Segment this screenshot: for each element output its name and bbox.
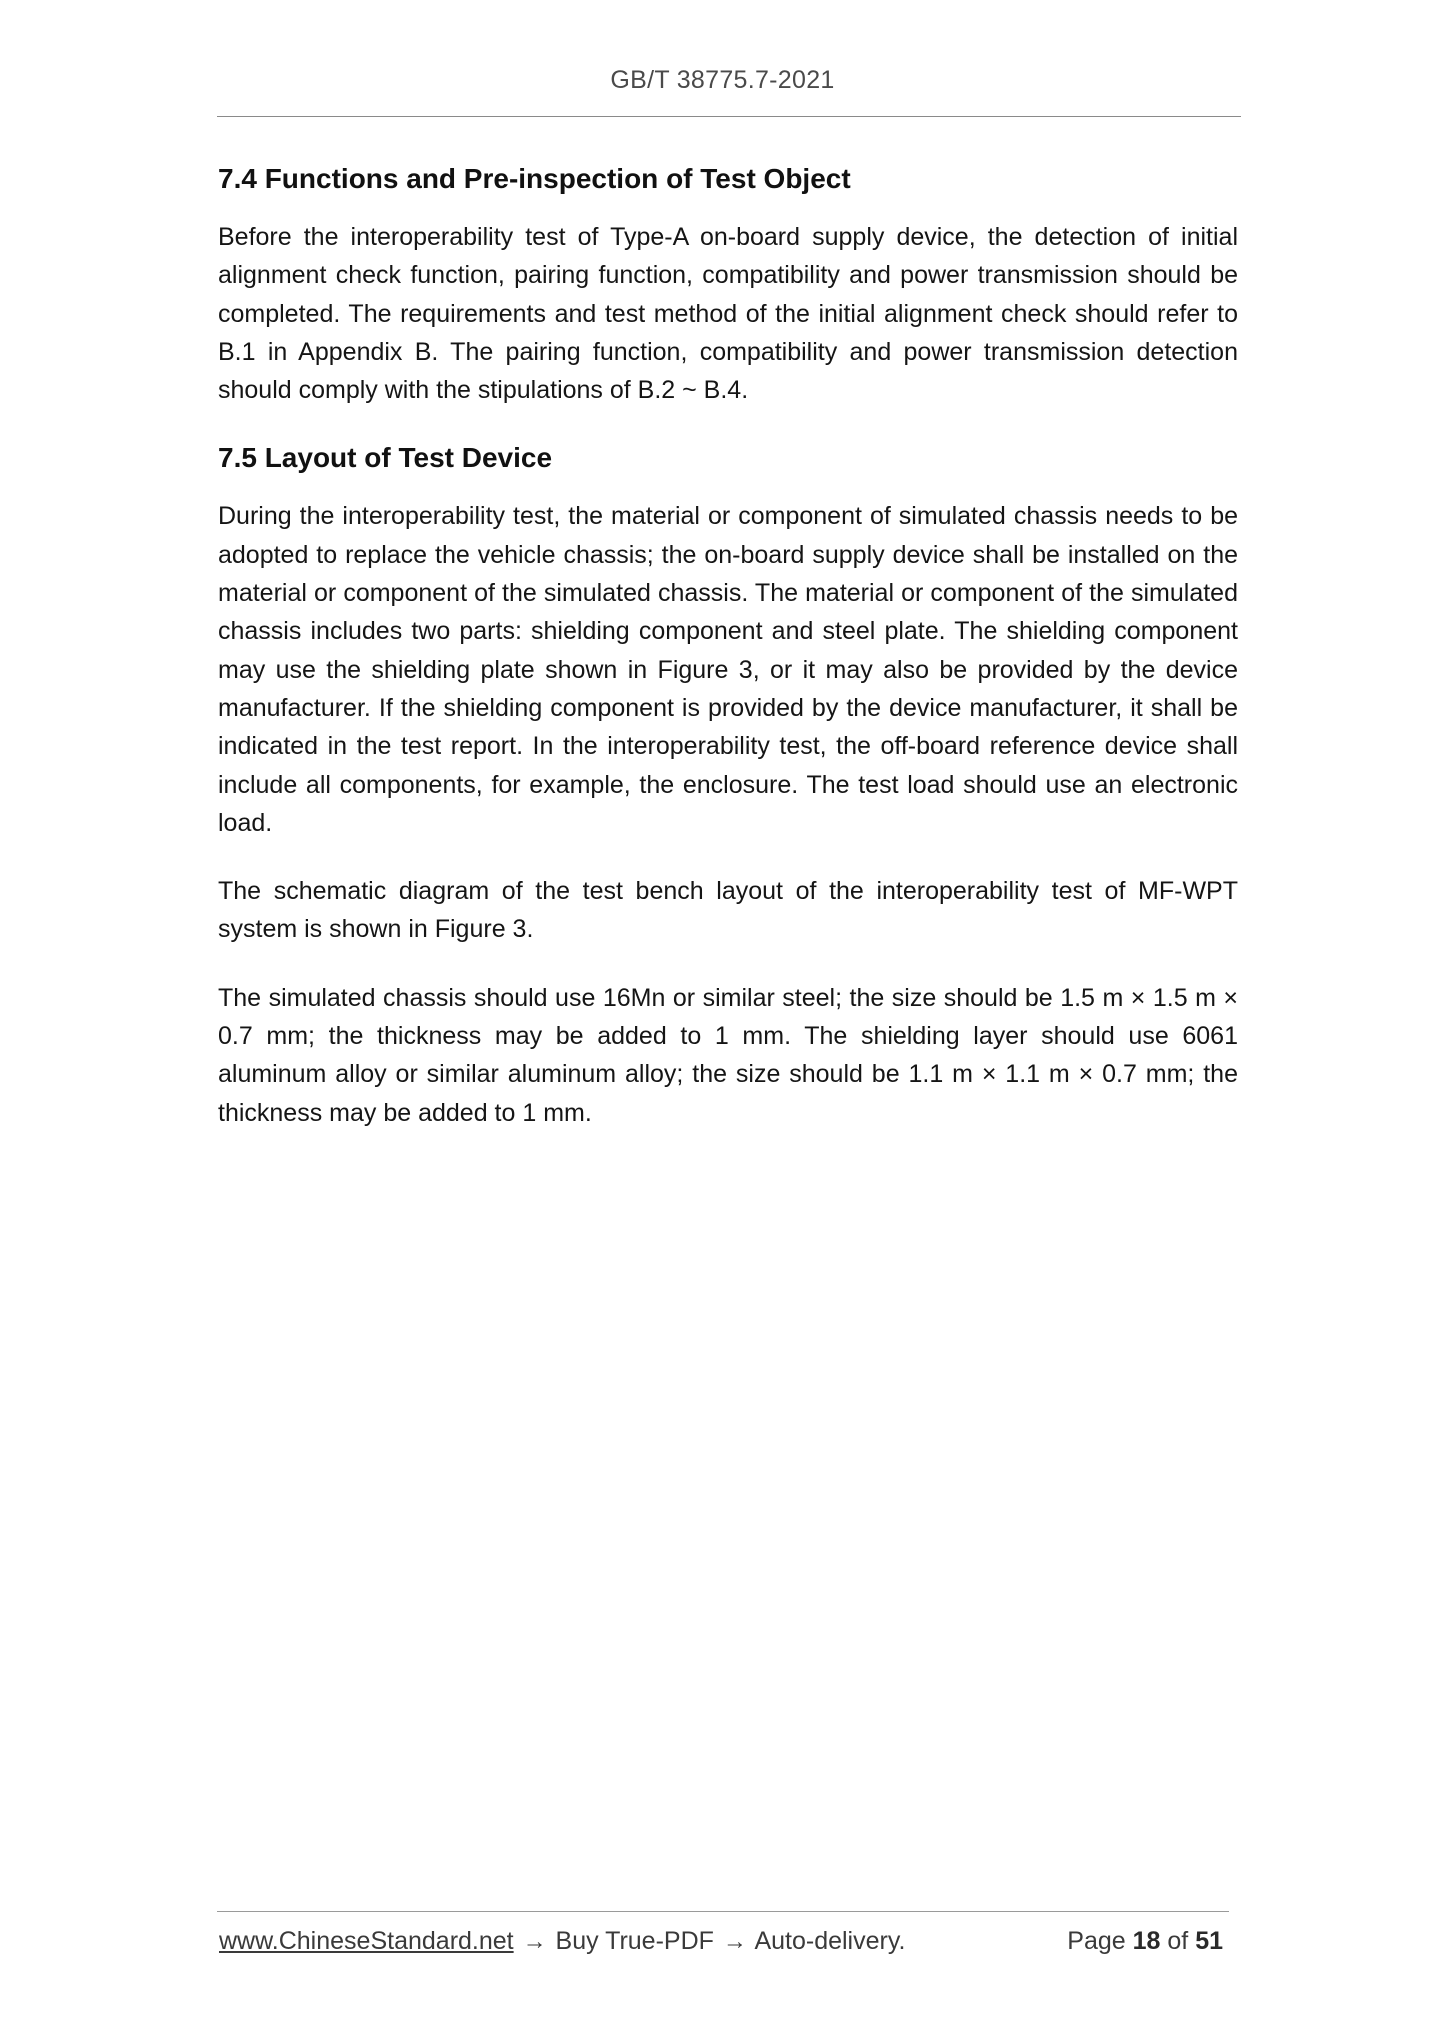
- delivery-text: Auto-delivery.: [754, 1927, 906, 1955]
- paragraph-7-5-2: The schematic diagram of the test bench layout of the interoperability test of MF-WPT system is shown in Figure 3.: [218, 877, 1238, 944]
- footer-divider: [217, 1911, 1229, 1912]
- page-footer: [219, 1927, 1231, 1967]
- footer-promo: [219, 1927, 905, 1956]
- page-current: 18: [1132, 1927, 1161, 1955]
- website-link[interactable]: www.ChineseStandard.net: [219, 1927, 514, 1955]
- of-label: of: [1167, 1927, 1189, 1955]
- section-heading-7-5: 7.5 Layout of Test Device: [218, 442, 553, 474]
- section-heading-7-4: 7.4 Functions and Pre-inspection of Test Object: [218, 163, 851, 194]
- header-divider: [217, 116, 1241, 117]
- page-total: 51: [1195, 1927, 1223, 1955]
- paragraph-7-4-1: Before the interoperability test of Type-A on-board supply device, the detection of initial alignment check function, pairing function, compatibility and power transmission should be completed. The requirements and test method of the initial alignment check should refer to B.1 in Appendix B. The pairing function, compatibility and power transmission detection should comply with the stipulations of B.2 ~ B.4.: [218, 223, 1238, 405]
- page-label: Page: [1067, 1927, 1126, 1955]
- paragraph-7-5-3: The simulated chassis should use 16Mn or similar steel; the size should be 1.5 m × 1.5 m × 0.7 mm; the thickness may be added to 1 mm. The shielding layer should use 6061 aluminum alloy or similar aluminum alloy; the size should be 1.1 m × 1.1 m × 0.7 mm; the thickness may be added to 1 mm.: [218, 983, 1238, 1127]
- paragraph-7-5-1: During the interoperability test, the material or component of simulated chassis needs to be adopted to replace the vehicle chassis; the on-board supply device shall be installed on the material or component of the simulated chassis. The material or component of the simulated chassis includes two parts: shielding component and steel plate. The shielding component may use the shielding plate shown in Figure 3, or it may also be provided by the device manufacturer. If the shielding component is provided by the device manufacturer, it shall be indicated in the test report. In the interoperability test, the off-board reference device shall include all components, for example, the enclosure. The test load should use an electronic load.: [218, 502, 1238, 837]
- buy-text: Buy True-PDF: [555, 1927, 714, 1955]
- document-standard-id: GB/T 38775.7-2021: [610, 66, 835, 94]
- right-arrow-icon: →: [722, 1928, 747, 1955]
- right-arrow-icon: →: [522, 1928, 547, 1955]
- page-number: [1067, 1927, 1223, 1956]
- page-body: [218, 160, 1238, 1162]
